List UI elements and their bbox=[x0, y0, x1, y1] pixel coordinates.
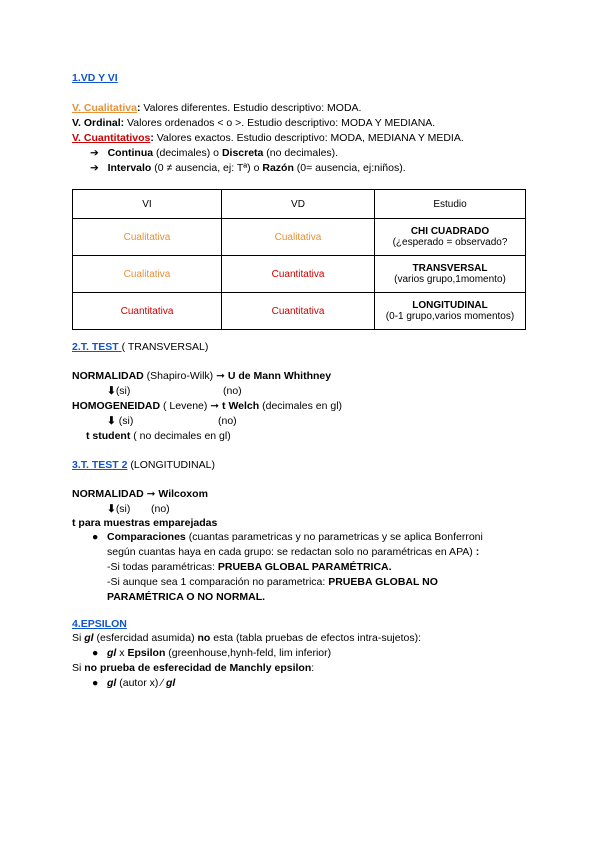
normalidad-label: NORMALIDAD bbox=[72, 488, 144, 500]
cell-estudio bbox=[375, 256, 526, 293]
cuantitativos-text: Valores exactos. Estudio descriptivo: MODA, MEDIANA Y MEDIA. bbox=[153, 132, 464, 144]
manchly-label: no prueba de esferecidad de Manchly epsilon bbox=[84, 662, 312, 674]
comparaciones-text: (cuantas parametricas y no parametricas y se aplica Bonferroni bbox=[185, 531, 483, 543]
t-muestras-line bbox=[72, 517, 217, 530]
cell-vi: Cualitativa bbox=[73, 256, 222, 293]
normalidad-line bbox=[72, 370, 331, 383]
header-vi: VI bbox=[73, 190, 222, 219]
arrow-right-icon: ➞ bbox=[216, 370, 225, 382]
parametricas-text: -Si todas paramétricas: bbox=[107, 561, 218, 573]
arrow-right-icon: ➔ bbox=[90, 147, 99, 159]
cualitativa-text: Valores diferentes. Estudio descriptivo: MODA. bbox=[140, 102, 362, 114]
cualitativa-label: V. Cualitativa bbox=[72, 102, 137, 114]
ordinal-label: V. Ordinal: bbox=[72, 117, 125, 129]
branch-line-3 bbox=[107, 503, 130, 516]
ordinal-text: Valores ordenados < o >. Estudio descriptivo: MODA Y MEDIANA. bbox=[124, 117, 436, 129]
parametricas-line bbox=[107, 561, 392, 574]
welch-label: t Welch bbox=[222, 400, 260, 412]
razon-label: Razón bbox=[262, 162, 294, 174]
table-header-row bbox=[73, 190, 526, 219]
cualitativa-line: V. Cualitativa: Valores diferentes. Estudio descriptivo: MODA. bbox=[72, 102, 362, 114]
arrow-item-continua bbox=[90, 147, 338, 160]
arrow-item-intervalo bbox=[90, 162, 406, 175]
cell-vd: Cuantitativa bbox=[222, 293, 375, 330]
epsilon-bullet-2 bbox=[107, 677, 175, 690]
epsilon-line-1 bbox=[72, 632, 421, 645]
normalidad-note: (Shapiro-Wilk) bbox=[143, 370, 217, 382]
section-2-heading bbox=[72, 341, 208, 354]
homogeneidad-line bbox=[72, 400, 342, 413]
gl-label: gl bbox=[107, 647, 117, 659]
section-4-title: 4.EPSILON bbox=[72, 618, 127, 630]
t-student-line bbox=[86, 430, 231, 443]
cuantitativos-label: V. Cuantitativos bbox=[72, 132, 151, 144]
esfericidad-text: (esfercidad asumida) bbox=[93, 632, 198, 644]
parametricas-result: PRUEBA GLOBAL PARAMÉTRICA. bbox=[217, 561, 392, 573]
discreta-label: Discreta bbox=[221, 147, 264, 159]
estudio-title: CHI CUADRADO bbox=[410, 226, 490, 237]
epsilon-si: Si bbox=[72, 632, 85, 644]
section-3-note: (LONGITUDINAL) bbox=[127, 459, 215, 471]
estudio-sub: (¿esperado = observado? bbox=[392, 237, 508, 248]
arrow-down-icon: ⬇ bbox=[107, 415, 116, 427]
arrow-right-icon: ➞ bbox=[146, 488, 156, 500]
homogeneidad-label: HOMOGENEIDAD bbox=[72, 400, 161, 412]
t-muestras-label: t para muestras emparejadas bbox=[72, 517, 218, 529]
cell-estudio bbox=[375, 293, 526, 330]
gl-label: gl bbox=[107, 677, 117, 689]
cell-vd: Cuantitativa bbox=[222, 256, 375, 293]
cell-vi: Cualitativa bbox=[73, 219, 222, 256]
continua-text: (decimales) o bbox=[153, 147, 222, 159]
section-2-note: ( TRANSVERSAL) bbox=[121, 341, 209, 353]
cell-estudio bbox=[375, 219, 526, 256]
mann-whitney-label: U de Mann Whithney bbox=[227, 370, 332, 382]
branch-si: (si) bbox=[115, 385, 131, 397]
branch-no-2: (no) bbox=[218, 415, 237, 427]
intervalo-label: Intervalo bbox=[107, 162, 152, 174]
ordinal-line bbox=[72, 117, 435, 130]
table-row bbox=[73, 256, 526, 293]
no-parametrica-line-2 bbox=[107, 591, 265, 604]
comparaciones-text-2: según cuantas haya en cada grupo: se redactan solo no paramétricas en APA) bbox=[107, 546, 476, 558]
arrow-down-icon: ⬇ bbox=[107, 503, 116, 515]
no-parametrica-text: -Si aunque sea 1 comparación no parametrica: bbox=[107, 576, 329, 588]
bullet-icon: ● bbox=[92, 677, 99, 689]
branch-si: (si) bbox=[115, 503, 131, 515]
epsilon-note: (greenhouse,hynh-feld, lim inferior) bbox=[165, 647, 332, 659]
comparaciones-line bbox=[107, 531, 483, 544]
gl-label: gl bbox=[165, 677, 176, 689]
header-vd: VD bbox=[222, 190, 375, 219]
cell-vi: Cuantitativa bbox=[73, 293, 222, 330]
discreta-text: (no decimales). bbox=[263, 147, 339, 159]
cell-vd: Cualitativa bbox=[222, 219, 375, 256]
section-3-heading bbox=[72, 459, 215, 472]
intervalo-text: (0 ≠ ausencia, ej: Tª) o bbox=[151, 162, 263, 174]
times-text: x bbox=[116, 647, 128, 659]
epsilon-line-2 bbox=[72, 662, 314, 675]
epsilon-label: Epsilon bbox=[127, 647, 166, 659]
branch-line-1 bbox=[107, 385, 130, 398]
no-label: no bbox=[197, 632, 211, 644]
epsilon-bullet-1 bbox=[107, 647, 331, 660]
estudio-title: TRANSVERSAL bbox=[412, 263, 488, 274]
estudio-sub: (0-1 grupo,varios momentos) bbox=[385, 311, 515, 322]
homogeneidad-note: ( Levene) bbox=[160, 400, 211, 412]
normalidad-label: NORMALIDAD bbox=[72, 370, 144, 382]
header-estudio: Estudio bbox=[375, 190, 526, 219]
cuantitativos-line: V. Cuantitativos: Valores exactos. Estudio descriptivo: MODA, MEDIANA Y MEDIA. bbox=[72, 132, 464, 144]
t-student-note: ( no decimales en gl) bbox=[130, 430, 231, 442]
branch-no-1: (no) bbox=[223, 385, 242, 397]
study-table bbox=[72, 189, 526, 330]
tabla-text: esta (tabla pruebas de efectos intra-sujetos): bbox=[210, 632, 422, 644]
razon-text: (0= ausencia, ej:niños). bbox=[293, 162, 406, 174]
section-3-title: 3.T. TEST 2 bbox=[72, 459, 128, 471]
bullet-icon: ● bbox=[92, 531, 99, 543]
table-row bbox=[73, 219, 526, 256]
welch-note: (decimales en gl) bbox=[259, 400, 343, 412]
epsilon-si-2: Si bbox=[72, 662, 85, 674]
no-parametrica-result-2: PARAMÉTRICA O NO NORMAL. bbox=[107, 591, 266, 603]
branch-si: (si) bbox=[118, 415, 134, 427]
manchly-colon: : bbox=[311, 662, 315, 674]
arrow-down-icon: ⬇ bbox=[107, 385, 116, 397]
estudio-sub: (varios grupo,1momento) bbox=[394, 274, 506, 285]
bullet-icon: ● bbox=[92, 647, 99, 659]
comparaciones-line-2 bbox=[107, 546, 479, 559]
t-student-label: t student bbox=[86, 430, 131, 442]
gl-label: gl bbox=[84, 632, 94, 644]
no-parametrica-line bbox=[107, 576, 438, 589]
arrow-right-icon: ➔ bbox=[90, 162, 99, 174]
section-2-title: 2.T. TEST bbox=[72, 341, 122, 353]
comparaciones-label: Comparaciones bbox=[107, 531, 186, 543]
autor-text: (autor x) ∕ bbox=[116, 677, 166, 689]
no-parametrica-result: PRUEBA GLOBAL NO bbox=[328, 576, 438, 588]
normalidad-2-line bbox=[72, 488, 208, 501]
branch-no-3: (no) bbox=[151, 503, 170, 515]
table-row bbox=[73, 293, 526, 330]
estudio-title: LONGITUDINAL bbox=[412, 300, 488, 311]
continua-label: Continua bbox=[107, 147, 154, 159]
wilcoxon-label: Wilcoxom bbox=[158, 488, 208, 500]
section-1-title: 1.VD Y VI bbox=[72, 72, 118, 84]
comparaciones-colon: : bbox=[475, 546, 480, 558]
branch-line-2 bbox=[107, 415, 133, 428]
arrow-right-icon: ➞ bbox=[210, 400, 220, 412]
